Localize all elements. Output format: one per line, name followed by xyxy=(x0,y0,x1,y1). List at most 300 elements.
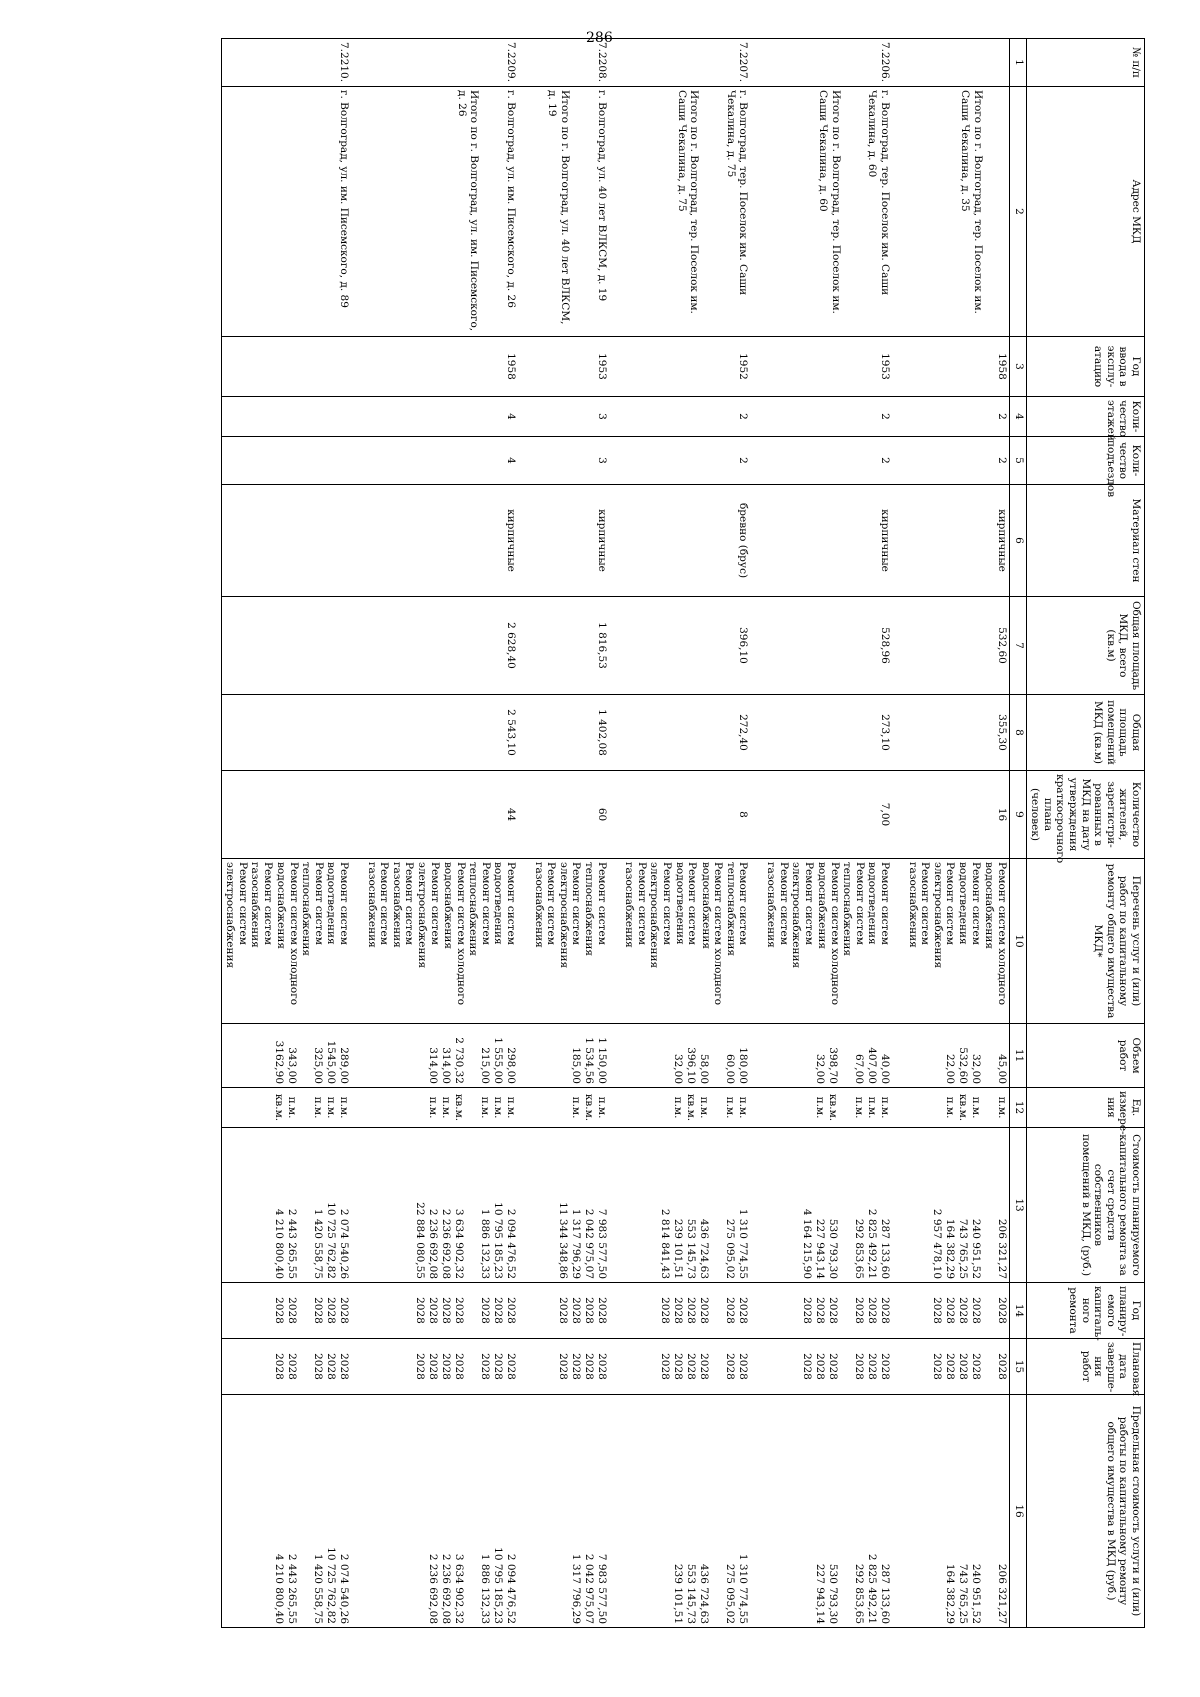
work-unit xyxy=(556,1091,569,1124)
address: г. Волгоград, тер. Поселок им. Саши Чекалина, д. 60 xyxy=(866,90,892,296)
work-cost: 2 074 540,26 xyxy=(338,1208,351,1279)
work-limit: 2 074 540,26 xyxy=(338,1553,351,1624)
cell-floors xyxy=(222,397,351,437)
cell-area-rooms xyxy=(518,695,609,771)
work-limit: 206 321,27 xyxy=(995,1563,1008,1624)
work-name: Ремонт систем теплоснабжения xyxy=(300,862,325,956)
work-unit-cell xyxy=(609,1088,751,1128)
work-cost: 10 795 185,23 xyxy=(492,1202,505,1279)
work-end: 2028 xyxy=(427,1353,440,1380)
work-cost: 11 344 348,86 xyxy=(556,1202,569,1279)
work-cost: 553 145,73 xyxy=(685,1218,698,1279)
cell-floors xyxy=(750,397,892,437)
row-number xyxy=(222,39,351,87)
cell-year xyxy=(750,337,892,397)
row-number-text: 7.2208. xyxy=(595,42,608,83)
work-volume: 32,00 xyxy=(969,1053,982,1084)
address: г. Волгоград, ул. им. Писемского, д. 89 xyxy=(338,90,351,308)
work-unit: кв.м. xyxy=(273,1093,286,1122)
cell-walls xyxy=(518,485,609,597)
work-unit: кв.м. xyxy=(827,1093,840,1122)
table-row xyxy=(892,39,1009,1628)
work-unit: п.м. xyxy=(672,1096,685,1119)
work-year: 2028 xyxy=(930,1297,943,1324)
work-cost: 2 236 692,08 xyxy=(440,1208,453,1279)
work-name: Ремонт систем холодного водоснабжения xyxy=(699,862,725,1006)
work-cost: 292 853,65 xyxy=(853,1218,866,1279)
work-year: 2028 xyxy=(879,1297,892,1324)
work-unit: п.м. xyxy=(325,1096,338,1119)
column-number: 2 xyxy=(1009,87,1026,337)
work-end: 2028 xyxy=(414,1353,427,1380)
work-volume: 396,10 xyxy=(685,1047,698,1084)
work-end-cell xyxy=(222,1339,351,1395)
work-name-cell xyxy=(518,859,609,1024)
address: г. Волгоград, ул. 40 лет ВЛКСМ, д. 19 xyxy=(595,90,608,302)
address-cell xyxy=(892,87,1009,337)
cell-area-rooms xyxy=(222,695,351,771)
area-total-value: 396,10 xyxy=(737,627,750,664)
work-year: 2028 xyxy=(492,1297,505,1324)
work-end: 2028 xyxy=(569,1353,582,1380)
work-cost: 287 133,60 xyxy=(879,1218,892,1279)
work-limit: 743 765,25 xyxy=(956,1563,969,1624)
work-end: 2028 xyxy=(453,1353,466,1380)
work-end: 2028 xyxy=(969,1353,982,1380)
column-number: 12 xyxy=(1009,1088,1026,1128)
row-number-text: 7.2209. xyxy=(505,42,518,83)
work-year: 2028 xyxy=(737,1297,750,1324)
work-limit: 1 420 558,75 xyxy=(312,1553,325,1624)
table-row xyxy=(222,39,351,1628)
work-name: Ремонт систем теплоснабжения xyxy=(467,862,492,956)
area-total-value: 1 816,53 xyxy=(595,622,608,669)
work-cost: 2 814 841,43 xyxy=(659,1208,672,1279)
cell-floors xyxy=(351,397,518,437)
entrances-value: 2 xyxy=(879,457,892,464)
column-number: 14 xyxy=(1009,1283,1026,1339)
work-volume xyxy=(658,1027,671,1084)
table-row xyxy=(609,39,751,1628)
cell-year xyxy=(609,337,751,397)
cell-residents xyxy=(222,771,351,859)
work-end: 2028 xyxy=(595,1353,608,1380)
work-unit: п.м. xyxy=(286,1096,299,1119)
row-number-text: 7.2206. xyxy=(879,42,892,83)
column-header: Коли-чество подъездов xyxy=(1026,437,1144,485)
work-volume: 1545,00 xyxy=(325,1040,338,1084)
work-end: 2028 xyxy=(995,1353,1008,1380)
work-limit: 240 951,52 xyxy=(969,1563,982,1624)
work-cost: 240 951,52 xyxy=(969,1218,982,1279)
work-limit-cell xyxy=(609,1395,751,1628)
work-year: 2028 xyxy=(698,1297,711,1324)
address-gap xyxy=(480,90,504,333)
work-cost-cell xyxy=(892,1128,1009,1283)
cell-floors xyxy=(609,397,751,437)
cell-area-total xyxy=(222,597,351,695)
column-number: 3 xyxy=(1009,337,1026,397)
work-name: Ремонт систем газоснабжения xyxy=(249,862,274,948)
row-number xyxy=(609,39,751,87)
cell-walls xyxy=(222,485,351,597)
work-year: 2028 xyxy=(659,1297,672,1324)
work-name: Ремонт систем газоснабжения xyxy=(532,862,558,948)
work-unit: п.м. xyxy=(814,1096,827,1119)
work-year-cell xyxy=(518,1283,609,1339)
work-unit: п.м. xyxy=(440,1096,453,1119)
column-number: 4 xyxy=(1009,397,1026,437)
work-end: 2028 xyxy=(479,1353,492,1380)
work-volume: 58,00 xyxy=(698,1053,711,1084)
work-cost: 227 943,14 xyxy=(814,1218,827,1279)
cell-walls xyxy=(892,485,1009,597)
work-year: 2028 xyxy=(414,1297,427,1324)
area-rooms-value: 273,10 xyxy=(879,714,892,751)
work-cost-cell xyxy=(222,1128,351,1283)
work-unit: кв.м. xyxy=(685,1093,698,1122)
work-volume: 185,00 xyxy=(569,1047,582,1084)
work-unit-cell xyxy=(518,1088,609,1128)
work-name-cell xyxy=(609,859,751,1024)
work-name xyxy=(893,862,906,1020)
row-number xyxy=(892,39,1009,87)
work-unit: кв.м. xyxy=(453,1093,466,1122)
work-volume: 314,00 xyxy=(427,1047,440,1084)
work-end: 2028 xyxy=(492,1353,505,1380)
work-cost: 530 793,30 xyxy=(827,1218,840,1279)
residents-value: 60 xyxy=(595,807,608,822)
work-end-cell xyxy=(892,1339,1009,1395)
work-end: 2028 xyxy=(879,1353,892,1380)
work-name: Ремонт систем водоотведения xyxy=(492,862,518,945)
work-cost: 10 725 762,82 xyxy=(325,1202,338,1279)
cell-floors xyxy=(518,397,609,437)
work-volume: 1 150,00 xyxy=(595,1037,608,1084)
work-name: Ремонт систем водоотведения xyxy=(673,862,699,945)
column-header: № п/п xyxy=(1026,39,1144,87)
cell-area-rooms xyxy=(609,695,751,771)
walls-value: кирпичные xyxy=(995,509,1008,572)
work-volume xyxy=(413,1027,426,1084)
work-year: 2028 xyxy=(801,1297,814,1324)
column-number: 1 xyxy=(1009,39,1026,87)
work-year: 2028 xyxy=(325,1297,338,1324)
work-name: Ремонт систем электроснабжения xyxy=(223,862,249,969)
work-end: 2028 xyxy=(672,1353,685,1380)
work-cost: 2 825 492,21 xyxy=(866,1208,879,1279)
column-number: 7 xyxy=(1009,597,1026,695)
cell-residents xyxy=(609,771,751,859)
work-unit: п.м. xyxy=(505,1096,518,1119)
work-cost-cell xyxy=(750,1128,892,1283)
work-cost: 206 321,27 xyxy=(995,1218,1008,1279)
work-year: 2028 xyxy=(440,1297,453,1324)
work-unit-cell xyxy=(222,1088,351,1128)
work-unit: кв.м. xyxy=(582,1093,595,1122)
work-volume: 32,00 xyxy=(814,1053,827,1084)
address-total: Итого по г. Волгоград, тер. Поселок им. Саши Чекалина, д. 75 xyxy=(675,90,701,314)
repair-plan-table xyxy=(221,38,1145,1628)
work-limit xyxy=(800,1398,813,1624)
work-end: 2028 xyxy=(312,1353,325,1380)
column-header: Перечень услуг и (или) работ по капитальному ремонту общего имущества МКД* xyxy=(1026,859,1144,1024)
work-volume: 1 534,56 xyxy=(582,1037,595,1084)
work-cost: 436 724,63 xyxy=(698,1218,711,1279)
year-value: 1953 xyxy=(879,353,892,380)
header-row xyxy=(1026,39,1144,1628)
work-volume: 67,00 xyxy=(853,1053,866,1084)
cell-area-rooms xyxy=(351,695,518,771)
work-year: 2028 xyxy=(724,1297,737,1324)
walls-value: кирпичные xyxy=(505,509,518,572)
address: г. Волгоград, ул. им. Писемского, д. 26 xyxy=(505,90,518,308)
work-volume: 314,00 xyxy=(440,1047,453,1084)
work-unit: п.м. xyxy=(969,1096,982,1119)
column-header: Год планиру-емого капиталь-ного ремонта xyxy=(1026,1283,1144,1339)
work-limit-cell xyxy=(518,1395,609,1628)
work-name: Ремонт систем холодного водоснабжения xyxy=(816,862,841,1006)
work-end-cell xyxy=(518,1339,609,1395)
work-limit xyxy=(413,1398,426,1624)
work-end: 2028 xyxy=(737,1353,750,1380)
area-rooms-value: 355,30 xyxy=(995,714,1008,751)
work-name: Ремонт систем газоснабжения xyxy=(906,862,932,948)
address: г. Волгоград, тер. Поселок им. Саши Чекалина, д. 75 xyxy=(724,90,750,296)
column-header: Стоимость планируемого капитального ремонта за счет средств собственников помещений в МКД, (руб.) xyxy=(1026,1128,1144,1283)
work-name: Ремонт систем газоснабжения xyxy=(365,862,391,948)
work-volume-cell xyxy=(518,1024,609,1088)
work-cost: 3 634 902,32 xyxy=(453,1208,466,1279)
work-cost: 4 210 800,40 xyxy=(273,1208,286,1279)
cell-walls xyxy=(750,485,892,597)
work-year-cell xyxy=(222,1283,351,1339)
residents-value: 16 xyxy=(995,807,1008,822)
work-year: 2028 xyxy=(814,1297,827,1324)
work-name: Ремонт систем теплоснабжения xyxy=(724,862,750,956)
cell-area-total xyxy=(518,597,609,695)
year-value: 1952 xyxy=(737,353,750,380)
work-unit: кв.м. xyxy=(956,1093,969,1122)
work-name xyxy=(610,862,623,1020)
work-name: Ремонт систем газоснабжения xyxy=(390,862,416,948)
work-cost: 275 095,02 xyxy=(724,1218,737,1279)
work-unit-cell xyxy=(750,1088,892,1128)
entrances-value: 2 xyxy=(737,457,750,464)
work-year: 2028 xyxy=(286,1297,299,1324)
work-limit-cell xyxy=(892,1395,1009,1628)
cell-year xyxy=(892,337,1009,397)
work-end: 2028 xyxy=(659,1353,672,1380)
work-end: 2028 xyxy=(814,1353,827,1380)
work-cost: 22 884 080,55 xyxy=(414,1202,427,1279)
work-volume: 407,00 xyxy=(866,1047,879,1084)
work-limit: 2 443 265,55 xyxy=(286,1553,299,1624)
work-name xyxy=(519,862,532,1020)
area-total-value: 528,96 xyxy=(879,627,892,664)
address-cell xyxy=(518,87,609,337)
work-name: Ремонт систем электроснабжения xyxy=(416,862,441,969)
area-rooms-value: 1 402,08 xyxy=(595,709,608,756)
address-total: Итого по г. Волгоград, ул. 40 лет ВЛКСМ, д. 19 xyxy=(546,90,571,325)
work-name-cell xyxy=(351,859,518,1024)
work-cost-cell xyxy=(351,1128,518,1283)
work-year: 2028 xyxy=(595,1297,608,1324)
work-year: 2028 xyxy=(569,1297,582,1324)
cell-area-total xyxy=(892,597,1009,695)
work-end-cell xyxy=(750,1339,892,1395)
work-unit: п.м. xyxy=(338,1096,351,1119)
work-limit: 10 725 762,82 xyxy=(325,1547,338,1624)
work-volume: 40,00 xyxy=(879,1053,892,1084)
work-end: 2028 xyxy=(866,1353,879,1380)
work-year: 2028 xyxy=(995,1297,1008,1324)
work-limit: 4 210 800,40 xyxy=(273,1553,286,1624)
work-cost: 743 765,25 xyxy=(956,1218,969,1279)
cell-area-total xyxy=(750,597,892,695)
work-unit: п.м. xyxy=(737,1096,750,1119)
walls-value: кирпичные xyxy=(879,509,892,572)
year-value: 1953 xyxy=(595,353,608,380)
floors-value: 4 xyxy=(505,413,518,420)
cell-entrances xyxy=(518,437,609,485)
work-limit: 239 101,51 xyxy=(672,1563,685,1624)
address-cell xyxy=(351,87,518,337)
row-number-text: 7.2210. xyxy=(338,42,351,83)
cell-floors xyxy=(892,397,1009,437)
work-volume: 343,00 xyxy=(286,1047,299,1084)
work-end: 2028 xyxy=(943,1353,956,1380)
work-cost-cell xyxy=(609,1128,751,1283)
work-volume: 532,60 xyxy=(956,1047,969,1084)
work-end: 2028 xyxy=(440,1353,453,1380)
work-unit: п.м. xyxy=(995,1096,1008,1119)
work-unit xyxy=(800,1091,813,1124)
work-limit: 436 724,63 xyxy=(698,1563,711,1624)
column-header: Количество жителей, зарегистри-рованных в МКД на дату утверждения краткосрочного плана (человек) xyxy=(1026,771,1144,859)
floors-value: 2 xyxy=(995,413,1008,420)
work-year-cell xyxy=(609,1283,751,1339)
work-name-cell xyxy=(750,859,892,1024)
work-volume-cell xyxy=(222,1024,351,1088)
work-year: 2028 xyxy=(853,1297,866,1324)
work-name: Ремонт систем водоотведения xyxy=(957,862,982,945)
column-header: Объем работ xyxy=(1026,1024,1144,1088)
table-row xyxy=(351,39,518,1628)
work-name: Ремонт систем холодного водоснабжения xyxy=(275,862,300,1006)
work-limit: 3 634 902,32 xyxy=(453,1553,466,1624)
work-limit: 2 042 975,07 xyxy=(582,1553,595,1624)
work-volume: 60,00 xyxy=(724,1053,737,1084)
work-limit-cell xyxy=(222,1395,351,1628)
work-name: Ремонт систем газоснабжения xyxy=(623,862,648,948)
work-name: Ремонт систем водоотведения xyxy=(325,862,351,945)
work-cost: 7 983 577,50 xyxy=(595,1208,608,1279)
address-cell xyxy=(750,87,892,337)
work-cost: 2 443 265,55 xyxy=(286,1208,299,1279)
work-year-cell xyxy=(750,1283,892,1339)
work-limit: 2 236 692,08 xyxy=(440,1553,453,1624)
work-unit: п.м. xyxy=(853,1096,866,1119)
work-year: 2028 xyxy=(556,1297,569,1324)
work-volume: 3162,90 xyxy=(273,1040,286,1084)
year-value: 1958 xyxy=(505,353,518,380)
cell-residents xyxy=(518,771,609,859)
work-limit: 7 983 577,50 xyxy=(595,1553,608,1624)
work-limit: 292 853,65 xyxy=(853,1563,866,1624)
cell-residents xyxy=(351,771,518,859)
cell-entrances xyxy=(750,437,892,485)
work-end: 2028 xyxy=(505,1353,518,1380)
work-limit: 2 094 476,52 xyxy=(505,1553,518,1624)
work-year: 2028 xyxy=(866,1297,879,1324)
residents-value: 8 xyxy=(737,811,750,818)
cell-year xyxy=(351,337,518,397)
work-unit-cell xyxy=(892,1088,1009,1128)
work-volume: 2 730,32 xyxy=(453,1037,466,1084)
address-total: Итого по г. Волгоград, тер. Поселок им. Саши Чекалина, д. 60 xyxy=(817,90,842,314)
work-volume: 289,00 xyxy=(338,1047,351,1084)
work-name xyxy=(352,862,365,1020)
address-gap xyxy=(314,90,338,333)
cell-entrances xyxy=(222,437,351,485)
work-year: 2028 xyxy=(582,1297,595,1324)
work-year: 2028 xyxy=(943,1297,956,1324)
work-volume: 45,00 xyxy=(995,1053,1008,1084)
area-rooms-value: 272,40 xyxy=(737,714,750,751)
entrances-value: 4 xyxy=(505,457,518,464)
work-unit: п.м. xyxy=(724,1096,737,1119)
column-header: Плановая дата заверше-ния работ xyxy=(1026,1339,1144,1395)
work-volume: 298,00 xyxy=(505,1047,518,1084)
area-total-value: 532,60 xyxy=(995,627,1008,664)
address-total: Итого по г. Волгоград, ул. им. Писемского, д. 26 xyxy=(455,90,481,332)
column-number: 5 xyxy=(1009,437,1026,485)
column-number: 10 xyxy=(1009,859,1026,1024)
work-volume: 215,00 xyxy=(479,1047,492,1084)
work-volume: 398,70 xyxy=(827,1047,840,1084)
work-end: 2028 xyxy=(325,1353,338,1380)
work-volume: 1 555,00 xyxy=(492,1037,505,1084)
address-gap xyxy=(571,90,595,333)
work-end: 2028 xyxy=(582,1353,595,1380)
work-year: 2028 xyxy=(827,1297,840,1324)
cell-year xyxy=(222,337,351,397)
work-volume: 22,00 xyxy=(943,1053,956,1084)
work-unit-cell xyxy=(351,1088,518,1128)
work-year: 2028 xyxy=(956,1297,969,1324)
work-volume-cell xyxy=(351,1024,518,1088)
work-limit: 287 133,60 xyxy=(879,1563,892,1624)
work-cost: 1 420 558,75 xyxy=(312,1208,325,1279)
work-name: Ремонт систем водоотведения xyxy=(866,862,892,945)
floors-value: 2 xyxy=(737,413,750,420)
work-unit: п.м. xyxy=(427,1096,440,1119)
work-name: Ремонт систем теплоснабжения xyxy=(583,862,608,956)
work-cost: 1 317 796,29 xyxy=(569,1208,582,1279)
work-cost: 2 957 478,10 xyxy=(930,1208,943,1279)
cell-residents xyxy=(750,771,892,859)
work-volume: 32,00 xyxy=(672,1053,685,1084)
work-limit xyxy=(658,1398,671,1624)
work-year: 2028 xyxy=(672,1297,685,1324)
column-number-row xyxy=(1009,39,1026,1628)
work-volume: 180,00 xyxy=(737,1047,750,1084)
work-volume xyxy=(556,1027,569,1084)
work-end: 2028 xyxy=(853,1353,866,1380)
work-volume-cell xyxy=(609,1024,751,1088)
cell-area-rooms xyxy=(892,695,1009,771)
